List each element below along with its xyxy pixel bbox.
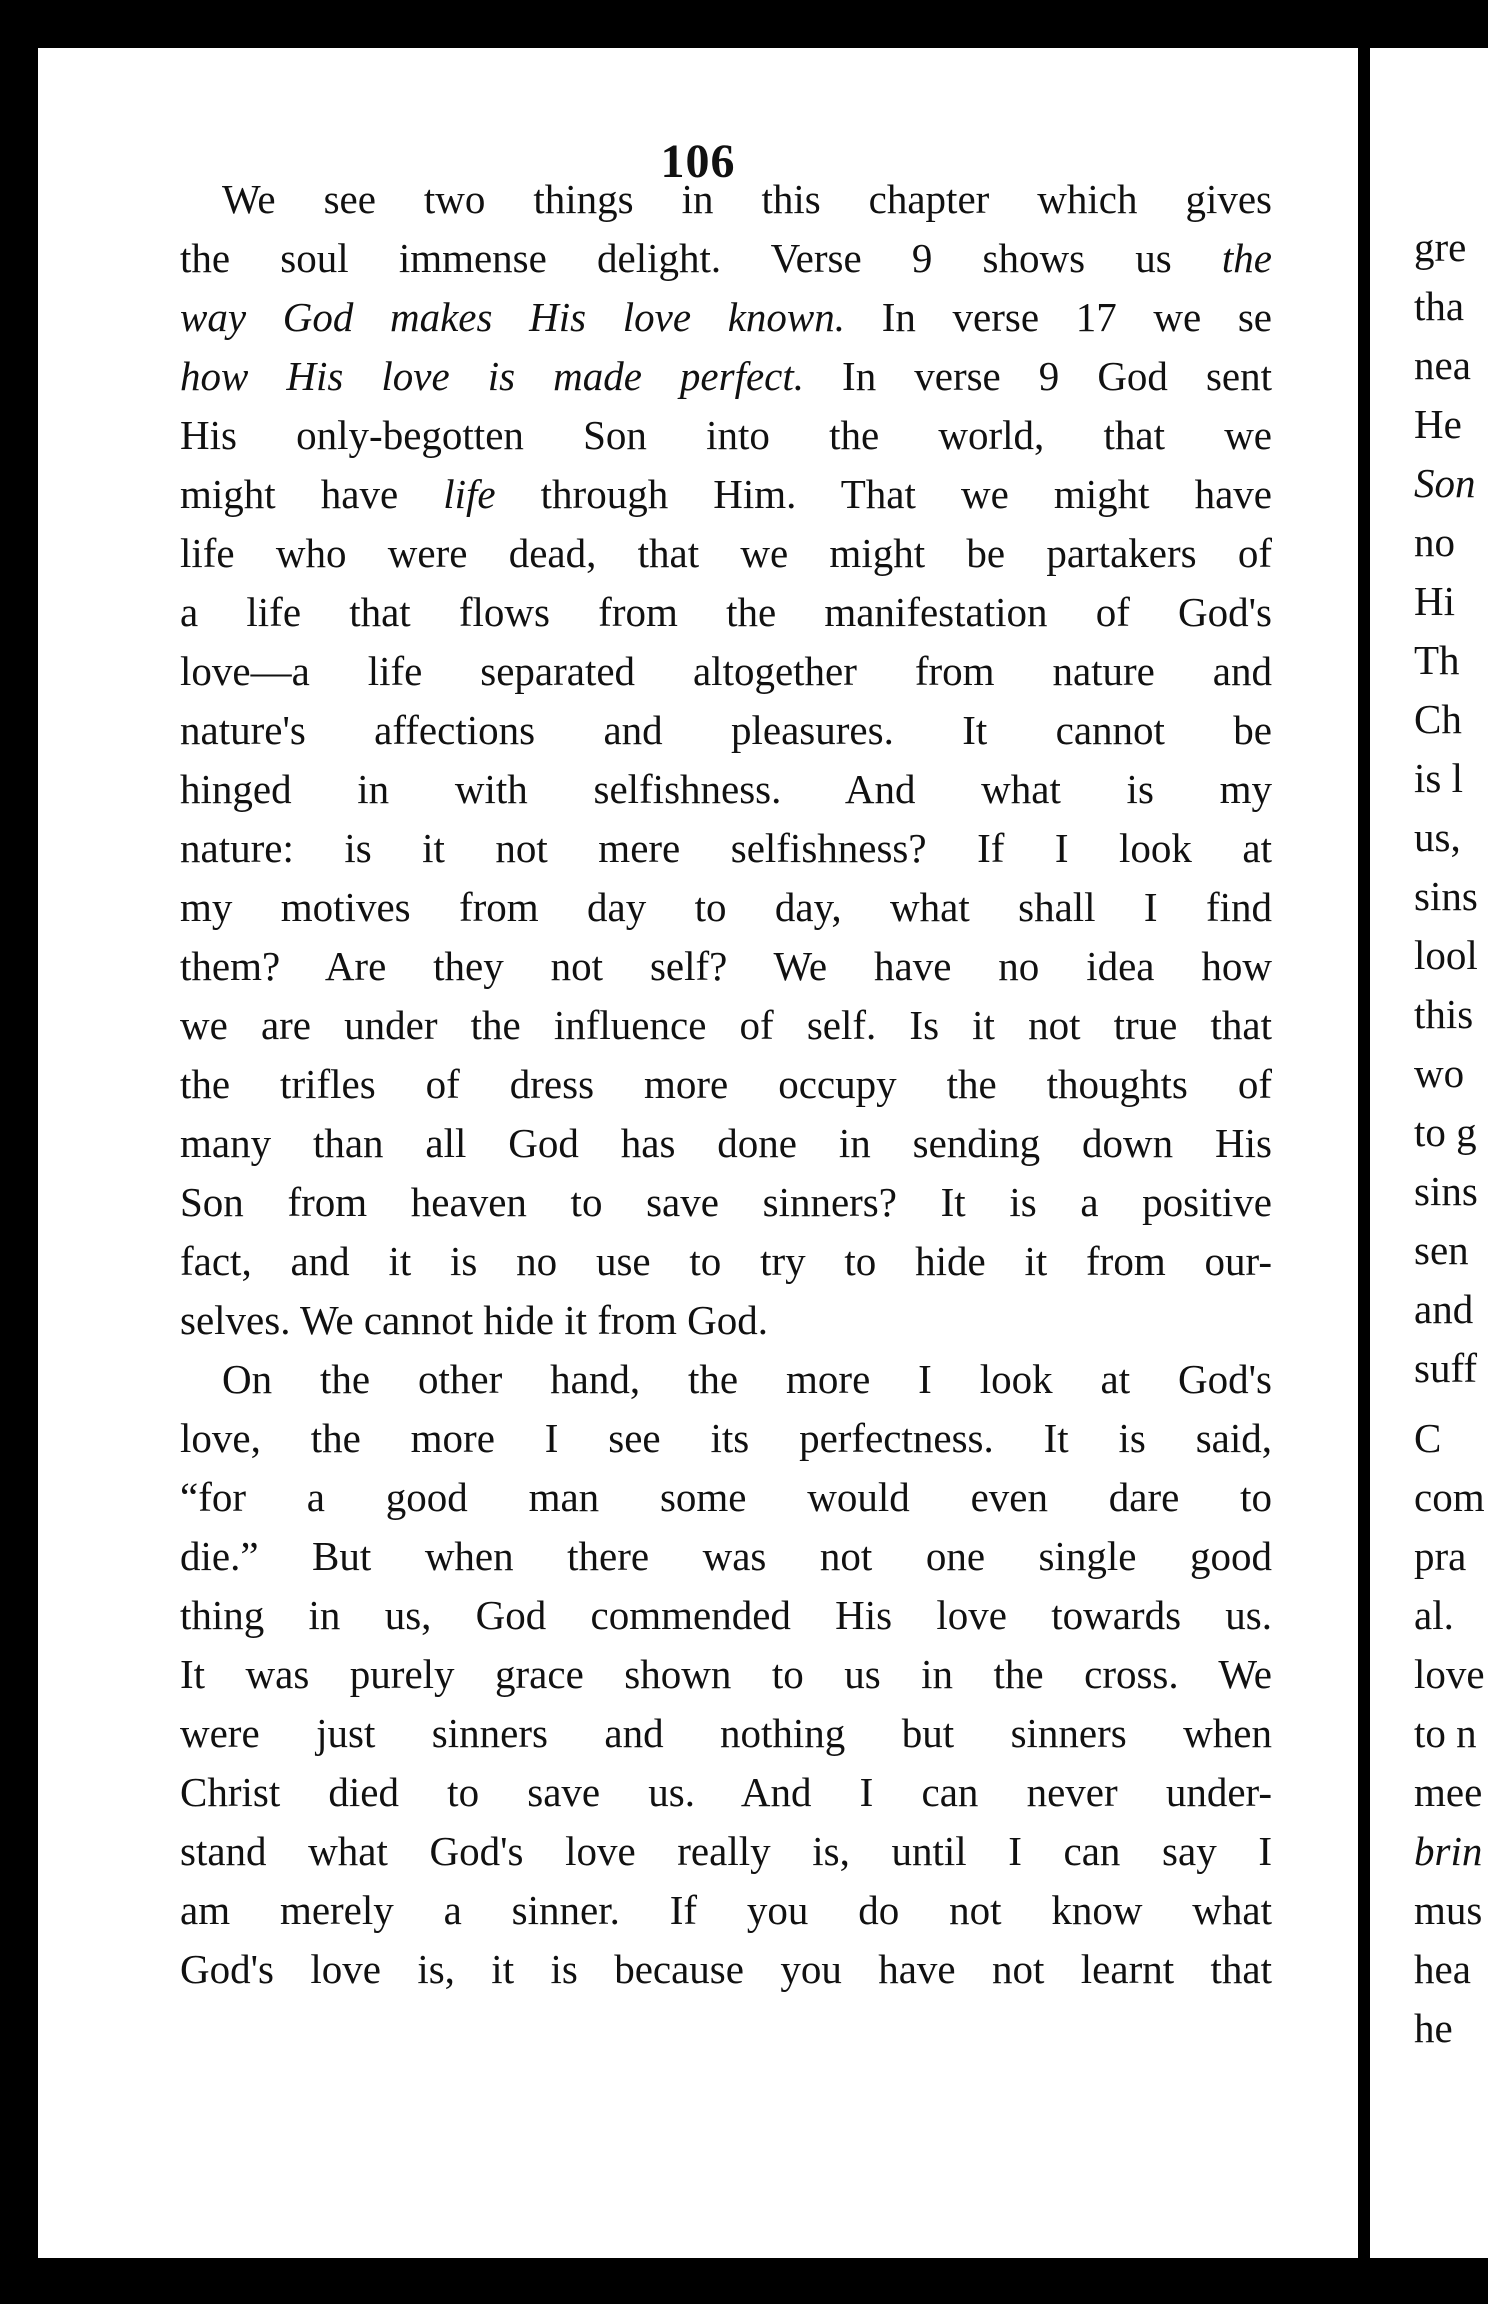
text-line: my motives from day to day, what shall I find [180, 884, 1272, 930]
text-line: were just sinners and nothing but sinners when [180, 1710, 1272, 1756]
text-line: way God makes His love known. In verse 17 we se [180, 294, 1272, 340]
right-fragment: sen [1414, 1227, 1469, 1273]
right-fragment: and [1414, 1286, 1474, 1332]
right-fragment: to g [1414, 1109, 1477, 1155]
right-fragment: he [1414, 2005, 1453, 2051]
text-line: love, the more I see its perfectness. It is said, [180, 1415, 1272, 1461]
text-line: God's love is, it is because you have not learnt that [180, 1946, 1272, 1992]
right-fragment: mus [1414, 1887, 1483, 1933]
text-line: we are under the influence of self. Is it not true that [180, 1002, 1272, 1048]
right-fragment: this [1414, 991, 1474, 1037]
right-fragment: lool [1414, 932, 1478, 978]
text-line: the trifles of dress more occupy the thoughts of [180, 1061, 1272, 1107]
right-fragment: Hi [1414, 578, 1455, 624]
right-fragment: suff [1414, 1345, 1478, 1391]
right-fragment: hea [1414, 1946, 1471, 1992]
right-fragment: C [1414, 1415, 1442, 1461]
text-line: hinged in with selfishness. And what is my [180, 766, 1272, 812]
text-line: We see two things in this chapter which gives [222, 176, 1272, 222]
right-fragment: nea [1414, 342, 1471, 388]
text-line: them? Are they not self? We have no idea how [180, 943, 1272, 989]
text-line: am merely a sinner. If you do not know what [180, 1887, 1272, 1933]
text-line: stand what God's love really is, until I can say I [180, 1828, 1272, 1874]
right-fragment: Son [1414, 460, 1476, 506]
right-fragment: gre [1414, 224, 1467, 270]
body-text [180, 170, 1272, 1999]
right-fragment: Th [1414, 637, 1460, 683]
text-line: It was purely grace shown to us in the cross. We [180, 1651, 1272, 1697]
right-fragment: to n [1414, 1710, 1477, 1756]
text-line: many than all God has done in sending down His [180, 1120, 1272, 1166]
right-fragment: pra [1414, 1533, 1467, 1579]
right-page-text [1414, 218, 1488, 2058]
right-fragment: He [1414, 401, 1462, 447]
text-line: love—a life separated altogether from nature and [180, 648, 1272, 694]
right-fragment: al. [1414, 1592, 1454, 1638]
text-line: On the other hand, the more I look at God's [222, 1356, 1272, 1402]
right-fragment: brin [1414, 1828, 1483, 1874]
paragraph-1 [180, 170, 1272, 1350]
text-line: nature's affections and pleasures. It cannot be [180, 707, 1272, 753]
text-line: might have life through Him. That we might have [180, 471, 1272, 517]
right-fragment: is l [1414, 755, 1463, 801]
text-line: die.” But when there was not one single good [180, 1533, 1272, 1579]
page-number: 106 [660, 135, 736, 188]
right-fragment: sins [1414, 1168, 1478, 1214]
text-line: life who were dead, that we might be partakers of [180, 530, 1272, 576]
right-fragment: tha [1414, 283, 1465, 329]
right-fragment: mee [1414, 1769, 1483, 1815]
text-line: His only-begotten Son into the world, that we [180, 412, 1272, 458]
right-fragment: Ch [1414, 696, 1462, 742]
right-fragment: com [1414, 1474, 1485, 1520]
text-line: nature: is it not mere selfishness? If I look at [180, 825, 1272, 871]
paragraph-2 [180, 1350, 1272, 1999]
text-line: a life that flows from the manifestation of God's [180, 589, 1272, 635]
right-fragment: love [1414, 1651, 1485, 1697]
text-line: selves. We cannot hide it from God. [180, 1297, 769, 1343]
right-fragment: wo [1414, 1050, 1465, 1096]
text-line: Christ died to save us. And I can never under- [180, 1769, 1272, 1815]
right-fragment: no [1414, 519, 1455, 565]
text-line: how His love is made perfect. In verse 9 God sent [180, 353, 1272, 399]
text-line: the soul immense delight. Verse 9 shows us the [180, 235, 1272, 281]
right-fragment: us, [1414, 814, 1461, 860]
text-line: “for a good man some would even dare to [180, 1474, 1272, 1520]
page-gutter [1358, 48, 1370, 2258]
text-line: fact, and it is no use to try to hide it from our- [180, 1238, 1272, 1284]
right-fragment: sins [1414, 873, 1478, 919]
text-line: Son from heaven to save sinners? It is a positive [180, 1179, 1272, 1225]
text-line: thing in us, God commended His love towards us. [180, 1592, 1272, 1638]
